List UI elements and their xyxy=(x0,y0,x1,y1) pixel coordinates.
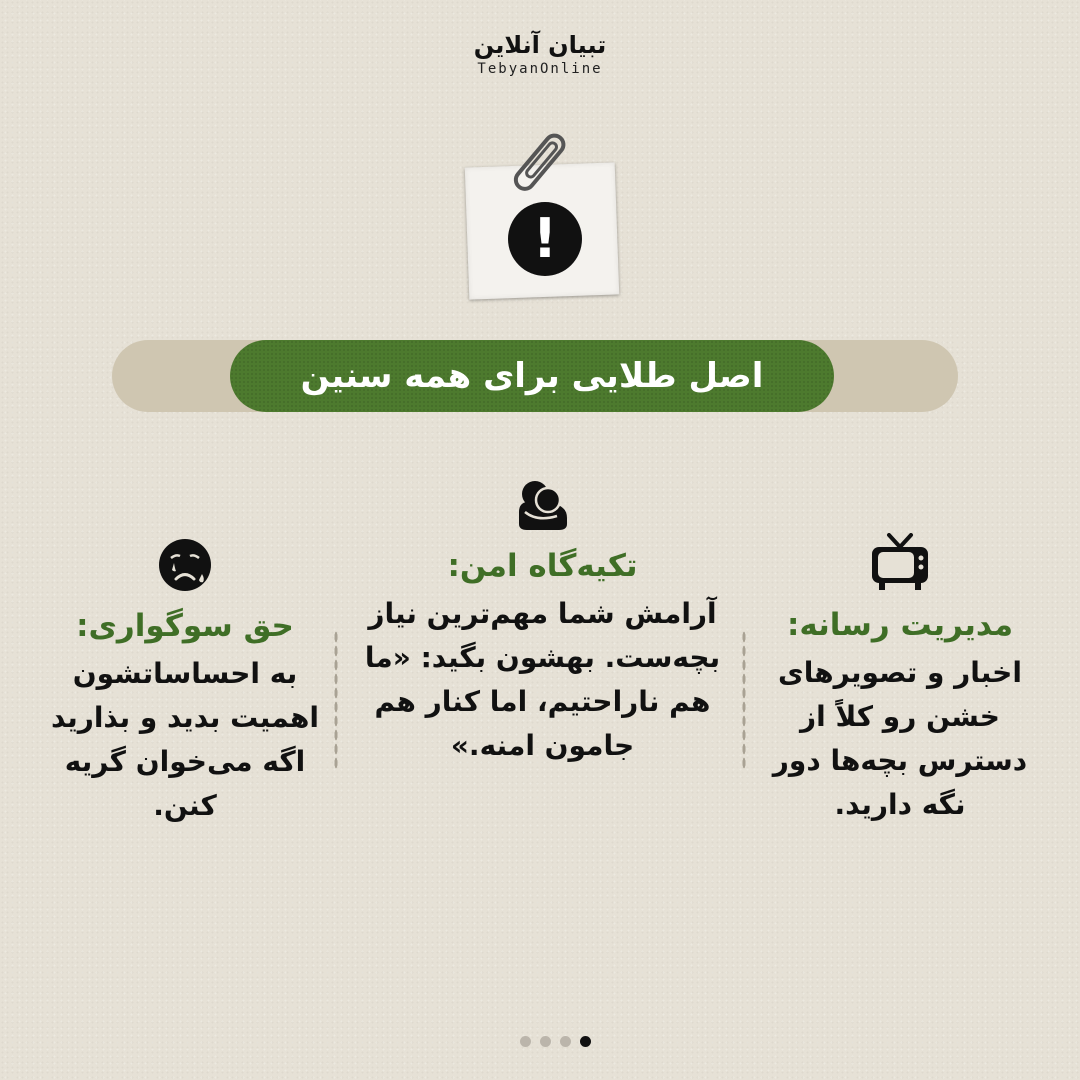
tip-safe-haven xyxy=(350,478,735,768)
tip-title: تکیه‌گاه امن: xyxy=(447,548,638,584)
tip-title: حق سوگواری: xyxy=(76,608,294,644)
brand-name-fa: تبیان آنلاین xyxy=(473,31,607,59)
pager-dot[interactable] xyxy=(560,1036,571,1047)
pager-dot-active[interactable] xyxy=(580,1036,591,1047)
tip-body: اخبار و تصویرهای خشن رو کلاً از دسترس بچه‌ها دور نگه دارید. xyxy=(772,656,1028,821)
banner-title: اصل طلایی برای همه سنین xyxy=(230,340,834,412)
tip-body: به احساساتشون اهمیت بدید و بذارید اگه می‌خوان گریه کنن. xyxy=(51,657,319,822)
pager-dot[interactable] xyxy=(520,1036,531,1047)
tip-body: آرامش شما مهم‌ترین نیاز بچه‌ست. بهشون بگید: «ما هم ناراحتیم، اما کنار هم جامون امنه.» xyxy=(364,597,721,762)
tip-title: مدیریت رسانه: xyxy=(786,607,1014,643)
paperclip-icon xyxy=(506,128,572,198)
dotted-divider xyxy=(334,630,338,770)
tv-icon xyxy=(869,533,931,591)
crying-face-icon xyxy=(158,538,212,592)
tip-media-management xyxy=(770,533,1030,827)
dotted-divider xyxy=(742,630,746,770)
carousel-pager xyxy=(520,1036,591,1047)
pager-dot[interactable] xyxy=(540,1036,551,1047)
tip-right-to-grieve xyxy=(40,538,330,828)
hug-icon xyxy=(513,478,573,532)
brand-logo xyxy=(0,30,1080,78)
brand-name-en: TebyanOnline xyxy=(477,61,603,77)
exclamation-icon: ! xyxy=(508,202,582,276)
